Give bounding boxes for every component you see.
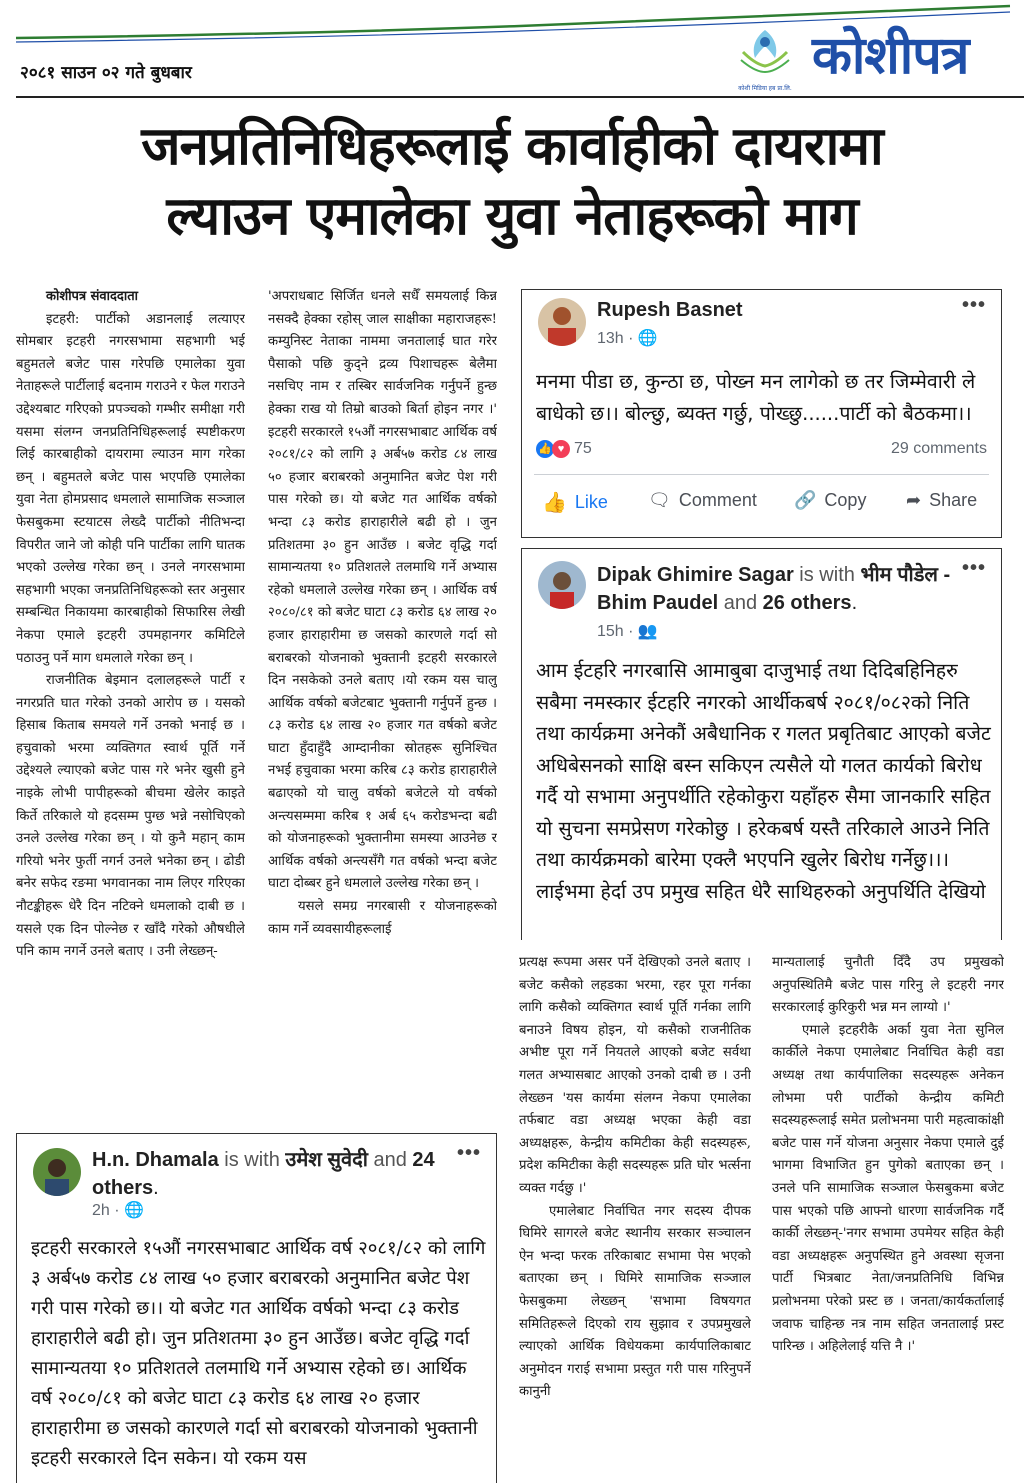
copy-button[interactable]: 🔗 Copy <box>794 490 867 510</box>
article-paragraph: इटहरी: पार्टीको अडानलाई लत्याएर सोमबार इटहरी नगरसभामा सहभागी भई बहुमतले बजेट पास गरेपछि एमालेका युवा नेताहरूले पार्टीलाई बदनाम गराउने र फेल गराउने उद्देश्यबाट गरिएको प्रपञ्चको गम्भीर समीक्षा गरी यसमा संलग्न जनप्रतिनिधिहरूलाई स्पष्टीकरण लिई कारबाहीको दायरामा ल्याउन माग गरेका छन् । बहुमतले बजेट पास भएपछि एमालेका युवा नेता होमप्रसाद धमलाले सामाजिक सञ्जाल फेसबुकमा स्टयाटस लेख्दै पार्टीको नीतिभन्दा विपरीत जाने जो कोही पनि पार्टीका लागि घातक भएको उल्लेख गरेका छन् । उनले नगरसभामा सहभागी भएका जनप्रतिनिधिहरूको स्तर अनुसार सम्बन्धित निकायमा कारबाहीको सिफारिस लेखी नेकपा एमाले इटहरी उपमहानगर कमिटिले पठाउनु पर्ने माग धमलाले गरेका छन् । <box>16 311 245 666</box>
share-icon: ➦ <box>906 490 922 510</box>
more-options-icon[interactable]: ••• <box>457 1142 482 1164</box>
article-paragraph: यसले समग्र नगरबासी र योजनाहरूको काम गर्ने व्यवसायीहरूलाई <box>268 899 497 937</box>
post-timestamp: 15h · 👥 <box>597 623 658 640</box>
avatar[interactable] <box>538 561 586 609</box>
action-divider <box>534 474 989 475</box>
facebook-post-dipak <box>521 548 1002 940</box>
post-body: इटहरी सरकारले १५औं नगरसभाबाट आर्थिक वर्ष २०८१/८२ को लागि ३ अर्ब५७ करोड ८४ लाख ५० हजार बराबरको अनुमानित बजेट पेश गरी पास गरेको छ।। यो बजेट गत आर्थिक वर्षको भन्दा ८३ करोड हाराहारीले बढी हो। जुन प्रतिशतमा ३० हुन आउँछ। बजेट वृद्धि गर्दा सामान्यतया १० प्रतिशतले तलमाथि गर्ने अभ्यास रहेको छ। आर्थिक वर्ष २०८०/८१ को बजेट घाटा ८३ करोड ६४ लाख २० हजार हाराहारीमा छ जसको कारणले गर्दा सो बराबरको योजनाको भुक्तानी इटहरी सरकारले दिन सकेन। यो रकम यस <box>31 1238 486 1469</box>
headline-line-1: जनप्रतिनिधिहरूलाई कार्वाहीको दायरामा <box>141 116 883 177</box>
article-paragraph: मान्यतालाई चुनौती दिँदै उप प्रमुखको अनुपस्थितिमै बजेट पास गरिनु ले इटहरी नगर सरकारलाई कुरिकुरी भन्न मन लाग्यो ।' <box>772 955 1004 1016</box>
avatar[interactable] <box>538 298 586 346</box>
newspaper-emblem <box>735 22 795 92</box>
post-body: आम ईटहरि नगरबासि आमाबुबा दाजुभाई तथा दिदिबहिनिहरु सबैमा नमस्कार ईटहरि नगरको आर्थीकबर्ष २०८१/०८२को निति तथा कार्यक्रमा अनेकौं अबैधानिक र गलत प्रबृतिबाट आएको बजेट अधिबेसनको साक्षि बस्न सकिएन त्यसैले यो गलत कार्यको बिरोध गर्दै यो सभामा अनुपर्थीति रहेकोकुरा यहाँहरु सैमा जानकारि सहित यो सुचना समप्रेसण गरेकोछु । हरेकबर्ष यस्तै तरिकाले आउने निति तथा कार्यक्रमको बारेमा एक्लै भएपनि खुलेर बिरोध गर्नेछु।।। लाईभमा हेर्दा उप प्रमुख सहित धेरै साथिहरुको अनुपर्थिति देखियो <box>536 659 991 903</box>
article-column-1 <box>16 286 245 1118</box>
post-timestamp: 13h · 🌐 <box>597 330 658 347</box>
comment-count[interactable]: 29 comments <box>890 440 987 457</box>
facebook-post-dhamala <box>16 1133 497 1483</box>
masthead-divider <box>16 96 1024 98</box>
article-column-3 <box>519 952 751 1472</box>
article-paragraph: एमाले इटहरीकै अर्का युवा नेता सुनिल कार्कीले नेकपा एमालेबाट निर्वाचित केही वडा अध्यक्ष तथा कार्यपालिका सदस्यहरू अनेकन लोभमा परी पार्टीको केन्द्रीय कमिटी सदस्यहरूलाई समेत प्रलोभनमा पारी महत्वाकांक्षी बजेट पास गर्ने योजना अनुसार नेकपा एमाले दुई भागमा विभाजित हुन पुगेको बताएका छन् । उनले पनि सामाजिक सञ्जाल फेसबुकमा बजेट पास भएको पछि आफ्नो धारणा सार्वजनिक गर्दै कार्की लेख्छन्-'नगर सभामा उपमेयर सहित केही वडा अध्यक्षहरू अनुपस्थित हुने अवस्था सृजना पार्टी भित्रबाट नेता/जनप्रतिनिधि विभिन्न प्रलोभनमा परेको प्रस्ट छ । जनता/कार्यकर्तालाई जवाफ चाहिन्छ नत्र नाम सहित जनतालाई प्रस्ट पारिन्छ । अहिलेलाई यत्ति नै ।' <box>772 1022 1004 1355</box>
issue-date: २०८१ साउन ०२ गते बुधबार <box>20 63 192 83</box>
avatar[interactable] <box>33 1148 81 1196</box>
article-column-4 <box>772 952 1004 1472</box>
newspaper-logo: कोशीपत्र <box>812 26 969 86</box>
emblem-caption: कोशी मिडिया हब प्रा.लि. <box>738 85 792 92</box>
headline-line-2: ल्याउन एमालेका युवा नेताहरूको माग <box>166 186 858 247</box>
more-options-icon[interactable]: ••• <box>962 557 987 579</box>
like-reaction-icon: 👍 <box>536 440 554 458</box>
post-author[interactable]: Rupesh Basnet <box>597 299 743 321</box>
post-author[interactable]: H.n. Dhamala is with उमेश सुवेदी and 24 others. <box>92 1149 435 1199</box>
post-author[interactable]: Dipak Ghimire Sagar is with भीम पौडेल - Bhim Paudel and 26 others. <box>597 564 951 614</box>
article-paragraph: एमालेबाट निर्वाचित नगर सदस्य दीपक घिमिरे सागरले बजेट स्थानीय सरकार सञ्चालन ऐन भन्दा फरक तरिकाबाट सभामा पेस भएको बताएका छन् । घिमिरे सामाजिक सञ्जाल फेसबुकमा लेख्छन् 'सभामा विषयगत समितिहरूले दिएको राय सुझाव र उपप्रमुखले ल्याएको आर्थिक विधेयकमा कार्यपालिकाबाट अनुमोदन गराई सभामा प्रस्तुत गरी पास गरिनुपर्ने कानुनी <box>519 1203 751 1400</box>
article-paragraph: प्रत्यक्ष रूपमा असर पर्ने देखिएको उनले बताए । बजेट कसैको लहडका भरमा, रहर पूरा गर्नका लागि कसैको व्यक्तिगत स्वार्थ पूर्ति गर्नका लागि बनाउने विषय होइन, यो कसैको राजनीतिक अभीष्ट पूरा गर्ने नियतले आएको बजेट सर्वथा गलत अभ्यासबाट आएको उनको दाबी छ । उनी लेख्छन 'यस कार्यमा संलग्न नेकपा एमालेका तर्फबाट वडा अध्यक्ष भएका केही वडा अध्यक्षहरू, केन्द्रीय कमिटीका केही सदस्यहरू, प्रदेश कमिटीका केही सदस्यहरू प्रति घोर भर्त्सना व्यक्त गर्दछु ।' <box>519 955 751 1196</box>
article-paragraph: राजनीतिक बेइमान दलालहरूले पार्टी र नगरप्रति घात गरेको उनको आरोप छ । यसको हिसाब किताब समयले गर्ने उनको भनाई छ । हचुवाको भरमा व्यक्तिगत स्वार्थ पूर्ति गर्ने उद्देश्यले ल्याएको बजेट पास गरे भनेर खुसी हुने नाइके लोभी पापीहरूको बीचमा खेलेर काइते किर्ते तरिकाले यो हदसम्म पुग्छ भन्ने नसोचिएको उनले उल्लेख गरेका छन् । यो कुनै महान् काम गरियो भनेर फुर्ती नगर्न उनले भनेका छन् । ढोडी बनेर सफेद रङमा भगवानका नाम लिएर गरिएका नौटङ्कीहरू धेरै दिन नटिक्ने धमलाको दाबी छ । यसले एक दिन पोल्नेछ र खाँदै गरेको औषधीले पनि काम नगर्ने उनले बताए । उनी लेख्छन्- <box>16 673 245 960</box>
reactions-summary[interactable] <box>536 440 592 458</box>
article-column-2 <box>268 286 497 1118</box>
byline: कोशीपत्र संवाददाता <box>46 289 138 304</box>
globe-icon: 🌐 <box>637 330 658 347</box>
link-icon: 🔗 <box>794 490 817 510</box>
more-options-icon[interactable]: ••• <box>962 294 987 316</box>
like-button[interactable]: 👍 Like <box>542 492 608 514</box>
facebook-post-rupesh <box>521 289 1002 538</box>
globe-icon: 🌐 <box>124 1202 144 1219</box>
love-reaction-icon: ♥ <box>552 440 570 458</box>
reaction-count: 75 <box>574 440 592 457</box>
article-paragraph: 'अपराधबाट सिर्जित धनले सधैँ समयलाई किन्न नसक्दै हेक्का रहोस् जाल साक्षीका महाराजहरू! कम्युनिस्ट नेताका नाममा जनतालाई घात गरेर पैसाको पछि कुद्ने द्रव्य पिशाचहरू बेलैमा नसचिए नाम र तस्बिर सार्वजनिक गर्नुपर्ने हुन्छ हेक्का राख यो तिम्रो बाउको बिर्ता होइन नगर ।' इटहरी सरकारले १५औं नगरसभाबाट आर्थिक वर्ष २०८१/८२ को लागि ३ अर्ब५७ करोड ८४ लाख ५० हजार बराबरको अनुमानित बजेट पेश गरी पास गरेको छ। यो बजेट गत आर्थिक वर्षको भन्दा ८३ करोड हाराहारीले बढी हो । जुन प्रतिशतमा ३० हुन आउँछ । बजेट वृद्धि गर्दा सामान्यतया १० प्रतिशतले तलमाथि गर्ने अभ्यास रहेको धमलाले उल्लेख गरेका छन् । आर्थिक वर्ष २०८०/८१ को बजेट घाटा ८३ करोड ६४ लाख २० हजार हाराहारीमा छ जसको कारणले गर्दा सो बराबरको योजनाको भुक्तानी इटहरी सरकारले दिन नसकेको उनले बताए ।यो रकम यस चालु आर्थिक वर्षको बजेटबाट भुक्तानी गर्नुपर्ने हुन्छ । ८३ करोड ६४ लाख २० हजार गत वर्षको बजेट घाटा हुँदाहुँदै आम्दानीका स्रोतहरू सुनिश्चित नभई हचुवाका भरमा करिब ८३ करोड हाराहारीले बढाएको यो चालु वर्षको बजेटले यो वर्षको अन्त्यसम्ममा करिब १ अर्ब ६५ करोडभन्दा बढी को योजनाहरूको भुक्तानीमा समस्या आउनेछ र आर्थिक वर्षको अन्त्यसँगै गत वर्षको भन्दा बजेट घाटा दोब्बर हुने धमलाले उल्लेख गरेका छन् । <box>268 289 497 892</box>
post-timestamp: 2h · 🌐 <box>92 1202 144 1219</box>
share-button[interactable]: ➦ Share <box>906 490 978 510</box>
friends-icon: 👥 <box>637 623 658 640</box>
article-headline <box>20 112 1004 252</box>
thumbs-up-icon: 👍 <box>542 492 567 514</box>
post-body: मनमा पीडा छ, कुन्ठा छ, पोख्न मन लागेको छ तर जिम्मेवारी ले बाधेको छ।। बोल्छु, ब्यक्त गर्छु, पोख्छु......पार्टी को बैठकमा।। <box>536 370 976 425</box>
comment-icon: 🗨 <box>648 490 671 510</box>
comment-button[interactable]: 🗨 Comment <box>648 490 757 510</box>
